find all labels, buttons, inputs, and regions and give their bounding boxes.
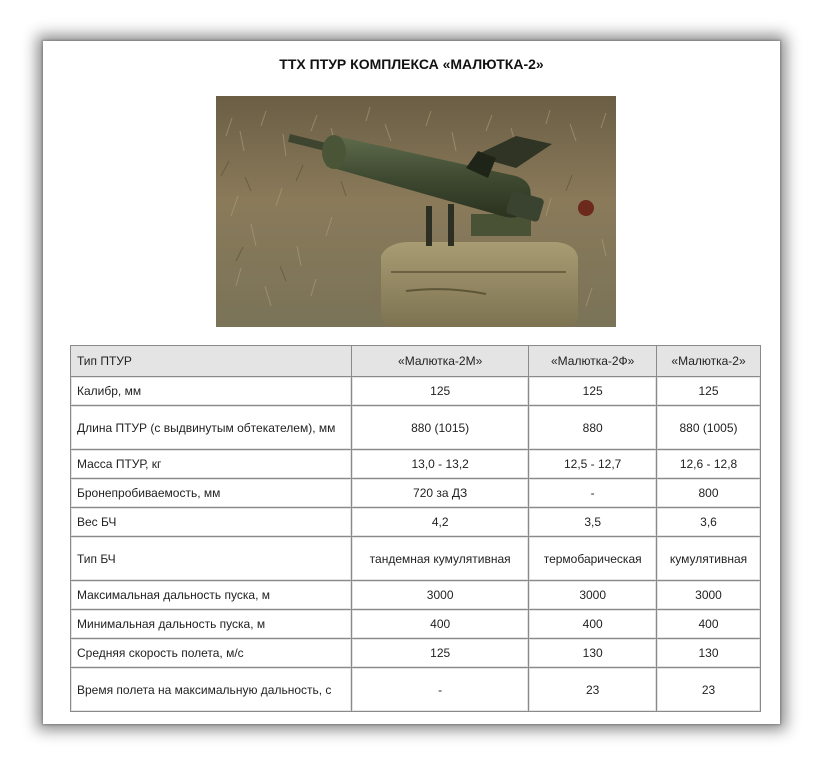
cell-value: 880 (1005)	[657, 406, 761, 450]
table-row	[71, 450, 761, 479]
row-label: Средняя скорость полета, м/с	[71, 639, 352, 668]
cell-value: 400	[657, 610, 761, 639]
header-cell-2: «Малютка-2»	[657, 346, 761, 377]
cell-value: 400	[529, 610, 657, 639]
cell-value: 720 за ДЗ	[352, 479, 529, 508]
cell-value: 12,5 - 12,7	[529, 450, 657, 479]
cell-value: 400	[352, 610, 529, 639]
row-label: Максимальная дальность пуска, м	[71, 581, 352, 610]
cell-value: 23	[529, 668, 657, 712]
cell-value: термобарическая	[529, 537, 657, 581]
missile-photo	[216, 96, 616, 327]
row-label: Бронепробиваемость, мм	[71, 479, 352, 508]
table-row	[71, 668, 761, 712]
cell-value: 3000	[529, 581, 657, 610]
cell-value: 125	[529, 377, 657, 406]
cell-value: 130	[529, 639, 657, 668]
cell-value: 880	[529, 406, 657, 450]
row-label: Длина ПТУР (с выдвинутым обтекателем), мм	[71, 406, 352, 450]
table-row	[71, 377, 761, 406]
cell-value: 23	[657, 668, 761, 712]
row-label: Время полета на максимальную дальность, с	[71, 668, 352, 712]
cell-value: -	[529, 479, 657, 508]
table-row	[71, 537, 761, 581]
table-row	[71, 508, 761, 537]
header-cell-2m: «Малютка-2М»	[352, 346, 529, 377]
table-row	[71, 610, 761, 639]
table-row	[71, 406, 761, 450]
cell-value: 880 (1015)	[352, 406, 529, 450]
cell-value: -	[352, 668, 529, 712]
row-label: Тип БЧ	[71, 537, 352, 581]
header-cell-2f: «Малютка-2Ф»	[529, 346, 657, 377]
cell-value: 125	[657, 377, 761, 406]
row-label: Минимальная дальность пуска, м	[71, 610, 352, 639]
header-cell-type: Тип ПТУР	[71, 346, 352, 377]
row-label: Масса ПТУР, кг	[71, 450, 352, 479]
cell-value: 13,0 - 13,2	[352, 450, 529, 479]
cell-value: 130	[657, 639, 761, 668]
table-row	[71, 639, 761, 668]
page-title: ТТХ ПТУР КОМПЛЕКСА «МАЛЮТКА-2»	[279, 56, 544, 72]
cell-value: 3,6	[657, 508, 761, 537]
cell-value: 12,6 - 12,8	[657, 450, 761, 479]
row-label: Вес БЧ	[71, 508, 352, 537]
table-header-row	[71, 346, 761, 377]
cell-value: 3000	[352, 581, 529, 610]
cell-value: 3,5	[529, 508, 657, 537]
cell-value: кумулятивная	[657, 537, 761, 581]
table-row	[71, 479, 761, 508]
missile-illustration	[216, 96, 616, 327]
cell-value: 800	[657, 479, 761, 508]
cell-value: 4,2	[352, 508, 529, 537]
cell-value: тандемная кумулятивная	[352, 537, 529, 581]
table-row	[71, 581, 761, 610]
cell-value: 125	[352, 377, 529, 406]
document-card	[43, 41, 780, 724]
cell-value: 3000	[657, 581, 761, 610]
cell-value: 125	[352, 639, 529, 668]
specs-table	[70, 345, 761, 712]
row-label: Калибр, мм	[71, 377, 352, 406]
